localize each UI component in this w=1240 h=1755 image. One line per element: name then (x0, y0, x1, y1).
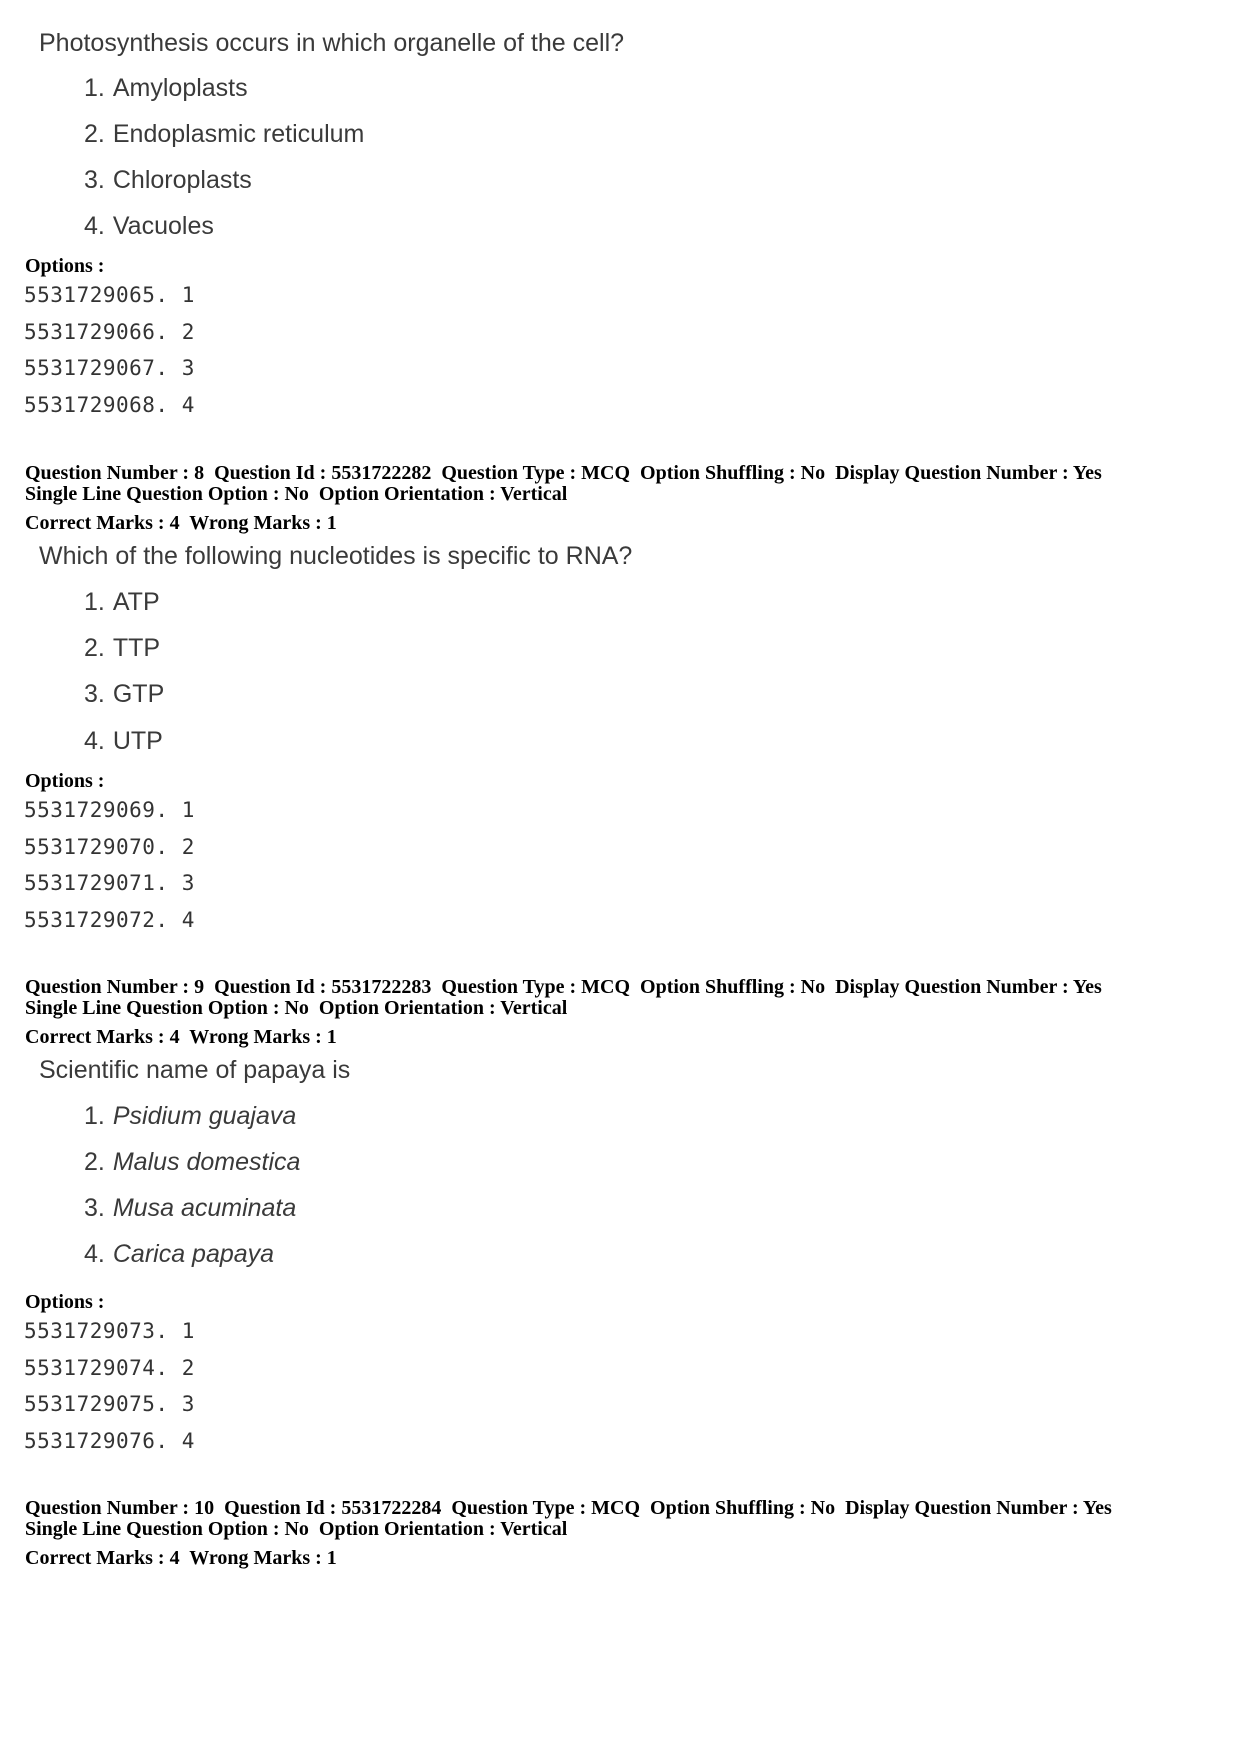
question-8-option-id-1: 5531729069. 1 (24, 798, 195, 822)
question-8-options-label: Options : (25, 770, 105, 792)
question-8-meta-line-1: Question Number : 8 Question Id : 5531722282 Question Type : MCQ Option Shuffling : No Display Question Number : Yes (25, 462, 1102, 484)
question-8-meta-line-2: Single Line Question Option : No Option Orientation : Vertical (25, 483, 568, 505)
question-9-text: Scientific name of papaya is (39, 1056, 351, 1084)
question-7-option-id-3: 5531729067. 3 (24, 356, 195, 380)
question-8-text: Which of the following nucleotides is specific to RNA? (39, 542, 633, 570)
question-9-choice-3: 3. Musa acuminata (84, 1194, 297, 1222)
question-8-option-id-3: 5531729071. 3 (24, 871, 195, 895)
question-7-choice-4: 4. Vacuoles (84, 212, 214, 240)
question-8-choice-3: 3. GTP (84, 680, 165, 708)
question-7-options-label: Options : (25, 255, 105, 277)
question-9-option-id-1: 5531729073. 1 (24, 1319, 195, 1343)
question-8-choice-2: 2. TTP (84, 634, 161, 662)
question-8-option-id-2: 5531729070. 2 (24, 835, 195, 859)
question-9-meta-line-2: Single Line Question Option : No Option Orientation : Vertical (25, 997, 568, 1019)
question-7-choice-2: 2. Endoplasmic reticulum (84, 120, 365, 148)
question-8-option-id-4: 5531729072. 4 (24, 908, 195, 932)
question-9-marks: Correct Marks : 4 Wrong Marks : 1 (25, 1026, 337, 1048)
question-7-choice-3: 3. Chloroplasts (84, 166, 252, 194)
question-7-option-id-2: 5531729066. 2 (24, 320, 195, 344)
question-10-meta-line-2: Single Line Question Option : No Option Orientation : Vertical (25, 1518, 568, 1540)
question-8-marks: Correct Marks : 4 Wrong Marks : 1 (25, 512, 337, 534)
question-7-text: Photosynthesis occurs in which organelle of the cell? (39, 29, 625, 57)
question-7-choice-1: 1. Amyloplasts (84, 74, 248, 102)
question-10-meta-line-1: Question Number : 10 Question Id : 5531722284 Question Type : MCQ Option Shuffling : No Display Question Number : Yes (25, 1497, 1112, 1519)
question-9-choice-2: 2. Malus domestica (84, 1148, 301, 1176)
question-9-option-id-4: 5531729076. 4 (24, 1429, 195, 1453)
question-9-choice-4: 4. Carica papaya (84, 1240, 275, 1268)
question-9-options-label: Options : (25, 1291, 105, 1313)
question-7-option-id-4: 5531729068. 4 (24, 393, 195, 417)
question-9-option-id-3: 5531729075. 3 (24, 1392, 195, 1416)
question-7-option-id-1: 5531729065. 1 (24, 283, 195, 307)
question-8-choice-4: 4. UTP (84, 727, 163, 755)
question-9-option-id-2: 5531729074. 2 (24, 1356, 195, 1380)
question-9-choice-1: 1. Psidium guajava (84, 1102, 297, 1130)
question-8-choice-1: 1. ATP (84, 588, 160, 616)
question-9-meta-line-1: Question Number : 9 Question Id : 5531722283 Question Type : MCQ Option Shuffling : No Display Question Number : Yes (25, 976, 1102, 998)
question-10-marks: Correct Marks : 4 Wrong Marks : 1 (25, 1547, 337, 1569)
